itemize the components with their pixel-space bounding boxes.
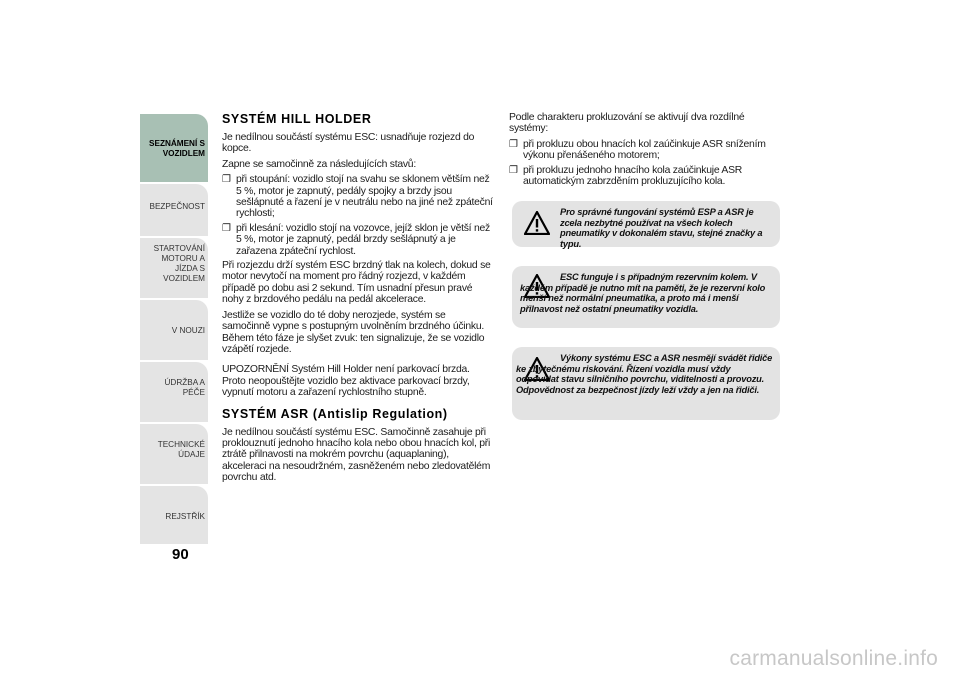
paragraph: Jestliže se vozidlo do té doby nerozjede, systém se samočinně vypne s postupným uvolněním brzdného účinku. Během této fáze je slyšet zvuk: ten signalizuje, že se vozidlo vzápětí rozjede. xyxy=(222,309,485,355)
list-item-text: při klesání: vozidlo stojí na vozovce, jejíž sklon je větší než 5 %, motor je zapnutý, pedál brzdy sešlápnutý a je zařazena zpáteční rychlost. xyxy=(236,222,490,257)
heading-hill-holder: SYSTÉM HILL HOLDER xyxy=(222,112,372,126)
tab-v-nouzi[interactable] xyxy=(140,300,208,360)
list-item xyxy=(222,174,494,220)
warning-text: Výkony systému ESC a ASR nesmějí svádět řidiče ke zbytečnému riskování. Řízení vozidla musí vždy odpovídat stavu silničního povrchu, viditelnosti a provozu. Odpovědnost za bezpečnost jízdy leží vždy a jen na řidiči. xyxy=(516,353,773,395)
paragraph: Zapne se samočinně za následujících stavů: xyxy=(222,158,416,170)
tab-label: SEZNÁMENÍ S VOZIDLEM xyxy=(149,139,205,158)
tab-seznameni[interactable] xyxy=(140,114,208,182)
checkbox-bullet-icon: ❐ xyxy=(509,164,518,176)
checkbox-bullet-icon: ❐ xyxy=(222,174,231,186)
tab-bezpecnost[interactable] xyxy=(140,184,208,236)
paragraph: UPOZORNĚNÍ Systém Hill Holder není parkovací brzda. Proto neopouštějte vozidlo bez aktivace parkovací brzdy, vypnutí motoru a zařazení rychlostního stupně. xyxy=(222,364,470,399)
list-item xyxy=(222,223,494,257)
warning-triangle-icon xyxy=(524,211,550,235)
paragraph: Je nedílnou součástí systému ESC. Samočinně zasahuje při proklouznutí jednoho hnacího kola nebo obou hnacích kol, při ztrátě přilnavosti na mokrém povrchu (aquaplaning), akceleraci na nesoudržném, zasněženém nebo zledovatělém povrchu atd. xyxy=(222,426,491,484)
tab-label: REJSTŘÍK xyxy=(165,512,205,521)
list-item xyxy=(509,139,781,162)
tab-startovani[interactable] xyxy=(140,238,208,298)
watermark: carmanualsonline.info xyxy=(729,647,938,670)
tab-label: STARTOVÁNÍ MOTORU A JÍZDA S VOZIDLEM xyxy=(153,244,205,283)
warning-text: Pro správné fungování systémů ESP a ASR je zcela nezbytné používat na všech kolech pneumatiky v dokonalém stavu, stejné značky a typu. xyxy=(560,207,763,249)
warning-box-3 xyxy=(512,347,780,420)
checkbox-bullet-icon: ❐ xyxy=(222,222,231,234)
tab-rejstrik[interactable] xyxy=(140,486,208,544)
tab-technicke-udaje[interactable] xyxy=(140,424,208,484)
warning-box-1 xyxy=(512,201,780,247)
tab-label: V NOUZI xyxy=(171,326,205,335)
page-number: 90 xyxy=(172,546,189,563)
paragraph: Podle charakteru prokluzování se aktivují dva rozdílné systémy: xyxy=(509,112,745,135)
tab-label: ÚDRŽBA A PÉČE xyxy=(164,378,205,397)
list-item xyxy=(509,165,781,188)
paragraph: Při rozjezdu drží systém ESC brzdný tlak na kolech, dokud se motor nevytočí na moment pro řádný rozjezd, v každém případě po dobu asi 2 sekund. Tím usnadní přesun pravé nohy z brzdového pedálu na pedál akcelerace. xyxy=(222,260,491,306)
left-column xyxy=(222,112,494,488)
warning-text: ESC funguje i s případným rezervním kolem. V každém případě je nutno mít na paměti, že je rezervní kolo menší než normální pneumatika, a proto má i menší přilnavost než ostatní pneumatiky vozidla. xyxy=(520,272,766,314)
list-item-text: při prokluzu obou hnacích kol zaúčinkuje ASR snížením výkonu přenášeného motorem; xyxy=(523,138,766,162)
list-item-text: při stoupání: vozidlo stojí na svahu se sklonem větším než 5 %, motor je zapnutý, pedály spojky a brzdy jsou sešlápnuté a řazení je v neutrálu nebo na jiné než zpáteční rychlosti; xyxy=(236,174,493,220)
checkbox-bullet-icon: ❐ xyxy=(509,138,518,150)
warning-box-2 xyxy=(512,266,780,328)
list-item-text: při prokluzu jednoho hnacího kola zaúčinkuje ASR automatickým zabrzděním prokluzujícího kola. xyxy=(523,164,743,188)
heading-asr: SYSTÉM ASR (Antislip Regulation) xyxy=(222,406,448,421)
paragraph: Je nedílnou součástí systému ESC: usnadňuje rozjezd do kopce. xyxy=(222,132,475,155)
right-column xyxy=(509,112,781,190)
tab-label: BEZPEČNOST xyxy=(149,202,205,211)
tab-label: TECHNICKÉ ÚDAJE xyxy=(157,440,205,459)
tab-udrzba[interactable] xyxy=(140,362,208,422)
